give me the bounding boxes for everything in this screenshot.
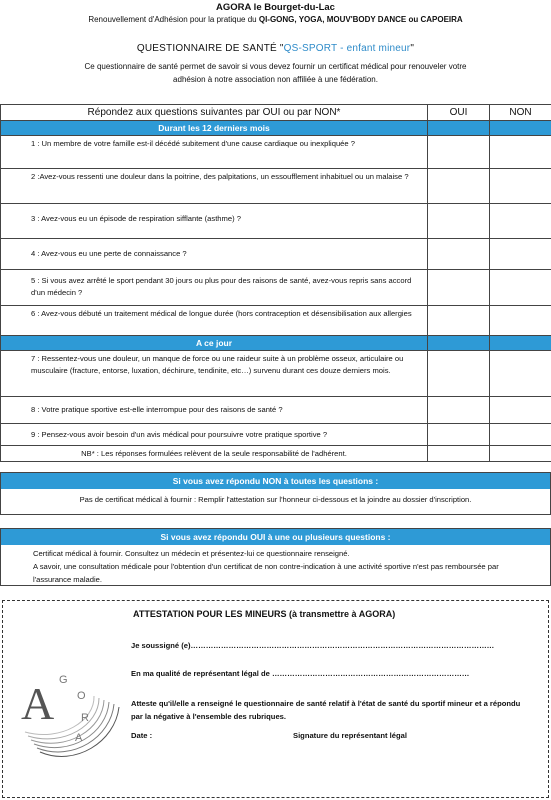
question-row <box>1 270 551 306</box>
section2-title: A ce jour <box>1 336 428 351</box>
answer-non-cell[interactable] <box>490 397 551 424</box>
question-row <box>1 351 551 397</box>
intro-line-1: Ce questionnaire de santé permet de savoir si vous devez fournir un certificat médical pour renouveler votre <box>84 62 467 71</box>
table-header-row <box>1 105 551 121</box>
q-title-highlight: QS-SPORT - enfant mineur <box>283 43 411 54</box>
nb-row <box>1 446 551 462</box>
questionnaire-intro <box>40 60 511 86</box>
oui-header: OUI <box>428 105 490 121</box>
question-row <box>1 306 551 336</box>
question-row <box>1 204 551 239</box>
answer-oui-cell[interactable] <box>428 424 490 446</box>
answer-non-cell[interactable] <box>490 169 551 204</box>
subtitle-prefix: Renouvellement d'Adhésion pour la pratique du <box>88 15 259 24</box>
answer-oui-cell[interactable] <box>428 169 490 204</box>
answer-oui-cell[interactable] <box>428 136 490 169</box>
answer-no-box <box>0 472 551 515</box>
answer-no-text: Pas de certificat médical à fournir : Remplir l'attestation sur l'honneur ci-dessous et la joindre au dossier d'inscription. <box>79 495 472 504</box>
svg-text:A: A <box>21 678 55 729</box>
answer-non-cell[interactable] <box>490 239 551 270</box>
question-text: 1 : Un membre de votre famille est-il décédé subitement d'une cause cardiaque ou inexpliquée ? <box>1 136 428 169</box>
svg-text:G: G <box>59 674 68 686</box>
section1-title: Durant les 12 derniers mois <box>1 121 428 136</box>
answer-non-cell[interactable] <box>490 351 551 397</box>
answer-oui-cell[interactable] <box>428 306 490 336</box>
agora-logo <box>15 657 125 767</box>
section-band-today <box>1 336 551 351</box>
answer-oui-cell[interactable] <box>428 351 490 397</box>
q-title-suffix: " <box>410 43 415 54</box>
subtitle-activities: QI-GONG, YOGA, MOUV'BODY DANCE ou CAPOEIRA <box>258 15 463 24</box>
intro-line-2: adhésion à notre association non affiliée à une fédération. <box>173 75 378 84</box>
answer-non-cell[interactable] <box>490 136 551 169</box>
date-label: Date : <box>131 731 153 740</box>
question-text: 7 : Ressentez-vous une douleur, un manque de force ou une raideur suite à un problème osseux, articulaire ou musculaire (fracture, entorse, luxation, déchirure, tendinite, etc…) survenu durant ces douze derniers mois. <box>1 351 428 397</box>
answer-non-cell[interactable] <box>490 270 551 306</box>
answer-non-cell[interactable] <box>490 204 551 239</box>
questionnaire-table <box>0 104 551 462</box>
q-title-prefix: QUESTIONNAIRE DE SANTÉ " <box>136 43 284 54</box>
answer-yes-text <box>1 545 550 588</box>
nb-note: NB* : Les réponses formulées relèvent de la seule responsabilité de l'adhérent. <box>1 446 428 462</box>
subtitle <box>0 15 551 24</box>
attestation-section <box>2 600 549 798</box>
answer-no-title: Si vous avez répondu NON à toutes les questions : <box>1 473 550 489</box>
answer-non-cell[interactable] <box>490 306 551 336</box>
non-header: NON <box>490 105 551 121</box>
question-row <box>1 239 551 270</box>
answer-yes-text-2: A savoir, une consultation médicale pour l'obtention d'un certificat de non contre-indication à une activité sportive n'est pas remboursée par l'assurance maladie. <box>33 562 499 584</box>
instruction-cell: Répondez aux questions suivantes par OUI ou par NON* <box>1 105 428 121</box>
answer-oui-cell[interactable] <box>428 397 490 424</box>
svg-text:A: A <box>75 732 83 744</box>
question-text: 5 : Si vous avez arrêté le sport pendant 30 jours ou plus pour des raisons de santé, avez-vous repris sans accord d'un médecin ? <box>1 270 428 306</box>
question-row <box>1 424 551 446</box>
legal-representative-line[interactable]: En ma qualité de représentant légal de …………………………………………………………………… <box>131 669 470 678</box>
svg-text:R: R <box>81 712 89 724</box>
question-text: 8 : Votre pratique sportive est-elle interrompue pour des raisons de santé ? <box>1 397 428 424</box>
answer-yes-title: Si vous avez répondu OUI à une ou plusieurs questions : <box>1 529 550 545</box>
answer-oui-cell[interactable] <box>428 204 490 239</box>
answer-yes-box <box>0 528 551 586</box>
attestation-title: ATTESTATION POUR LES MINEURS (à transmettre à AGORA) <box>133 609 396 619</box>
answer-yes-text-1: Certificat médical à fournir. Consultez un médecin et présentez-lui ce questionnaire renseigné. <box>33 549 350 558</box>
answer-oui-cell[interactable] <box>428 239 490 270</box>
question-text: 9 : Pensez-vous avoir besoin d'un avis médical pour poursuivre votre pratique sportive ? <box>1 424 428 446</box>
answer-oui-cell[interactable] <box>428 270 490 306</box>
section-band-12-months <box>1 121 551 136</box>
attestation-statement: Atteste qu'il/elle a renseigné le questionnaire de santé relatif à l'état de santé du sportif mineur et a répondu par la négative à l'ensemble des rubriques. <box>131 699 521 721</box>
question-text: 3 : Avez-vous eu un épisode de respiration sifflante (asthme) ? <box>1 204 428 239</box>
answer-non-cell[interactable] <box>490 424 551 446</box>
undersigned-line[interactable]: Je soussigné (e)………………………………………………………………………………………………………… <box>131 641 495 650</box>
organization-title: AGORA le Bourget-du-Lac <box>216 2 335 13</box>
question-text: 2 :Avez-vous ressenti une douleur dans la poitrine, des palpitations, un essoufflement inhabituel ou un malaise ? <box>1 169 428 204</box>
question-text: 4 : Avez-vous eu une perte de connaissance ? <box>1 239 428 270</box>
question-row <box>1 136 551 169</box>
questionnaire-title <box>0 43 551 54</box>
question-row <box>1 397 551 424</box>
question-text: 6 : Avez-vous débuté un traitement médical de longue durée (hors contraception et désensibilisation aux allergies <box>1 306 428 336</box>
signature-label: Signature du représentant légal <box>293 731 407 740</box>
question-row <box>1 169 551 204</box>
svg-text:O: O <box>77 690 86 702</box>
